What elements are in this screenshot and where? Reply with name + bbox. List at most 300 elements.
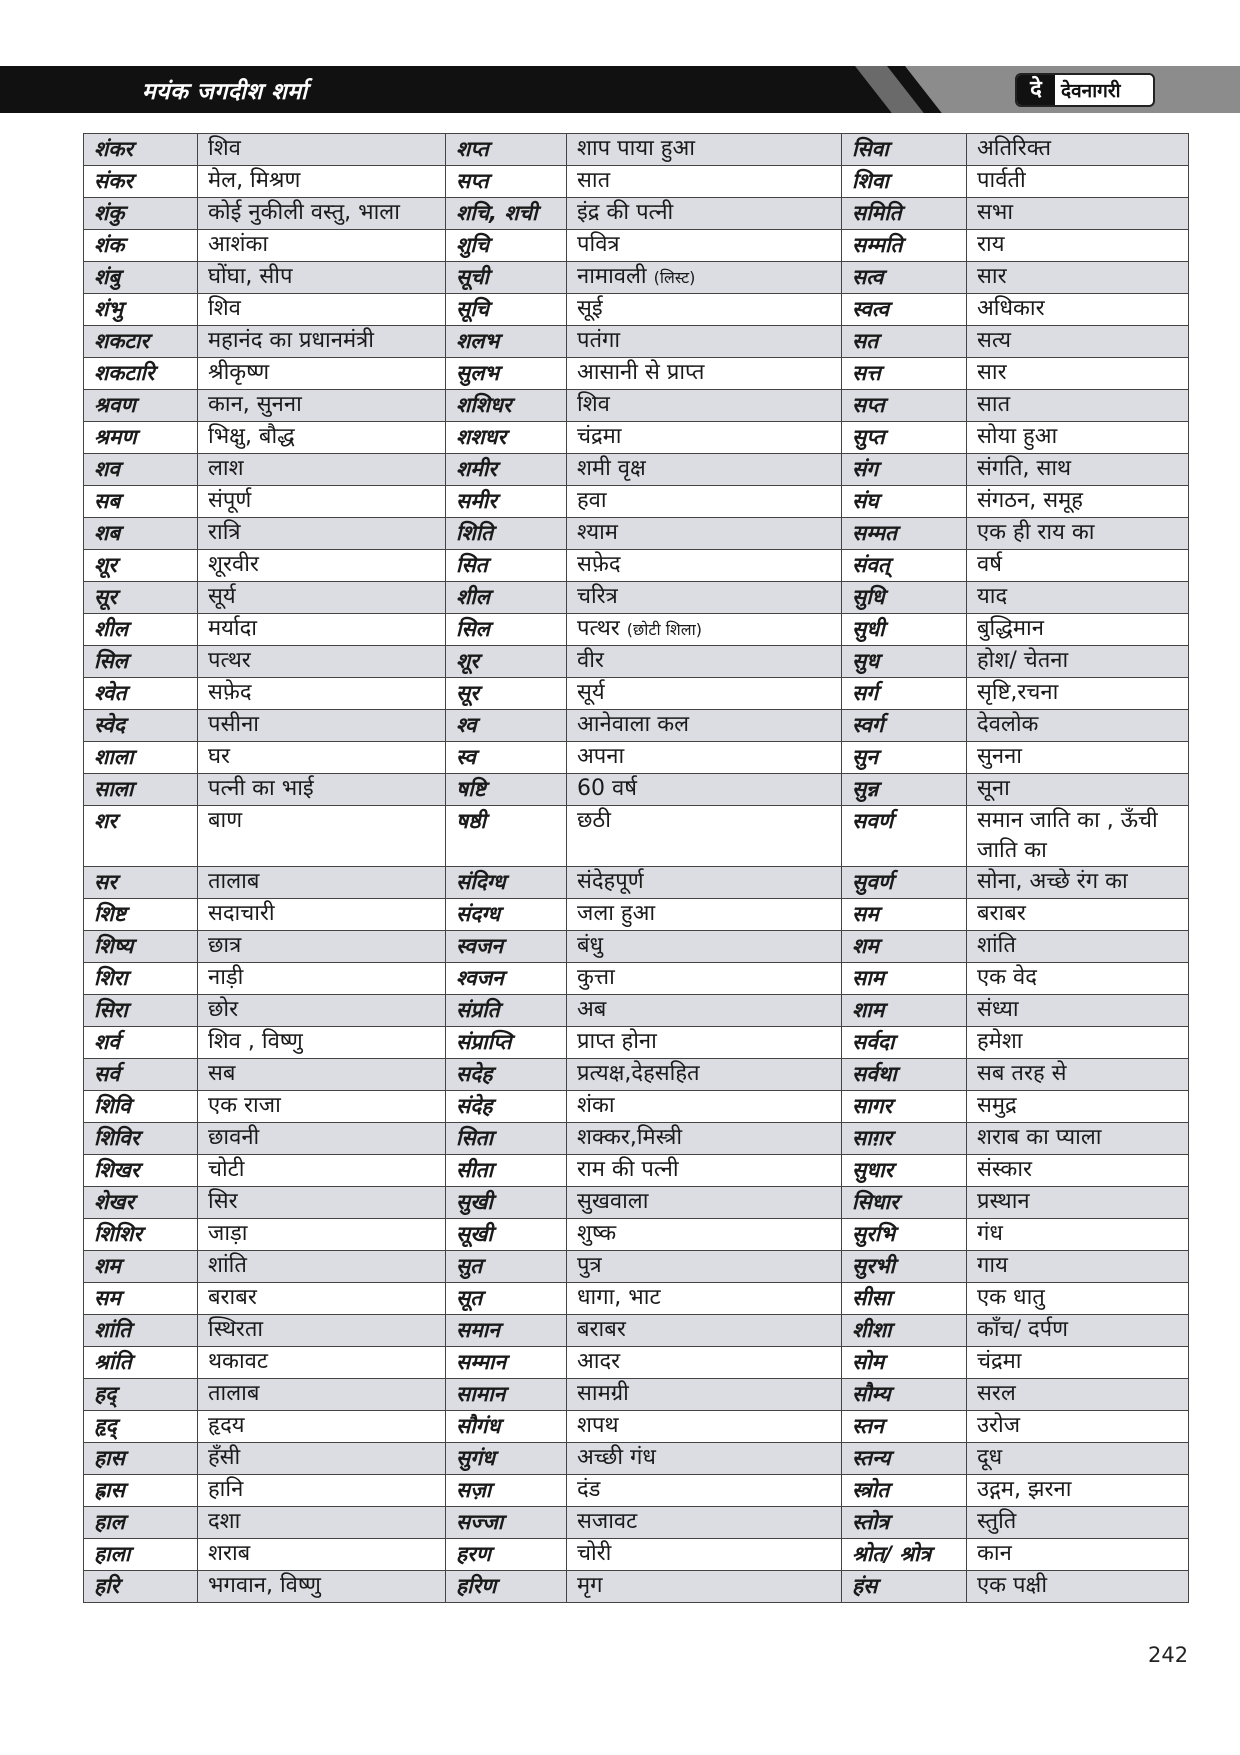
meaning-cell <box>567 358 842 390</box>
meaning-text: छोर <box>208 997 239 1022</box>
meaning-cell <box>198 1283 446 1315</box>
word-cell <box>84 1155 198 1187</box>
word-cell <box>446 1187 567 1219</box>
meaning-cell <box>567 774 842 806</box>
word-text: शब <box>94 521 121 545</box>
word-cell <box>446 995 567 1027</box>
meaning-text: गंध <box>977 1221 1003 1246</box>
word-cell <box>842 294 967 326</box>
meaning-cell <box>967 198 1189 230</box>
table-row <box>84 1123 1189 1155</box>
table-row <box>84 1475 1189 1507</box>
word-text: सम <box>852 902 879 926</box>
word-cell <box>84 963 198 995</box>
table-row <box>84 806 1189 867</box>
meaning-text: बंधु <box>577 933 604 958</box>
word-cell <box>842 550 967 582</box>
table-row <box>84 646 1189 678</box>
word-cell <box>842 1091 967 1123</box>
word-cell <box>446 1507 567 1539</box>
page-number: 242 <box>1148 1643 1189 1667</box>
word-text: शकटार <box>94 329 150 353</box>
word-cell <box>84 742 198 774</box>
word-cell <box>446 614 567 646</box>
meaning-text: स्थिरता <box>208 1317 264 1342</box>
meaning-text: छठी <box>577 808 611 833</box>
table-row <box>84 1251 1189 1283</box>
meaning-cell <box>967 550 1189 582</box>
meaning-cell <box>198 742 446 774</box>
meaning-cell <box>967 294 1189 326</box>
meaning-text: चोरी <box>577 1541 612 1566</box>
word-cell <box>842 678 967 710</box>
meaning-text: तालाब <box>208 869 260 894</box>
meaning-text: याद <box>977 584 1008 609</box>
meaning-text: सरल <box>977 1381 1016 1406</box>
meaning-cell <box>567 1155 842 1187</box>
meaning-text: हवा <box>577 488 607 513</box>
meaning-text: महानंद का प्रधानमंत्री <box>208 328 374 353</box>
word-text: सत्व <box>852 265 884 289</box>
meaning-text: सुखवाला <box>577 1189 649 1214</box>
meaning-cell <box>967 1315 1189 1347</box>
word-text: श्वेत <box>94 681 127 705</box>
word-cell <box>84 1507 198 1539</box>
word-cell <box>842 166 967 198</box>
meaning-cell <box>967 518 1189 550</box>
word-cell <box>84 931 198 963</box>
meaning-cell <box>567 454 842 486</box>
word-text: श्वजन <box>456 966 504 990</box>
meaning-text: स्तुति <box>977 1509 1017 1534</box>
table-row <box>84 1539 1189 1571</box>
word-text: हृद् <box>94 1414 117 1438</box>
meaning-cell <box>198 518 446 550</box>
table-row <box>84 1347 1189 1379</box>
meaning-text: धागा, भाट <box>577 1285 661 1310</box>
word-cell <box>446 1027 567 1059</box>
word-cell <box>84 1059 198 1091</box>
table-row <box>84 774 1189 806</box>
meaning-text: हृदय <box>208 1413 245 1438</box>
word-cell <box>84 1475 198 1507</box>
meaning-cell <box>198 678 446 710</box>
word-text: सौगंध <box>456 1414 501 1438</box>
meaning-text: सूर्य <box>577 680 605 705</box>
word-text: शील <box>456 585 490 609</box>
word-cell <box>446 1219 567 1251</box>
word-cell <box>84 1251 198 1283</box>
word-text: संप्रति <box>456 998 500 1022</box>
word-text: शिखर <box>94 1158 140 1182</box>
meaning-text: मर्यादा <box>208 616 257 641</box>
meaning-text: बुद्धिमान <box>977 616 1044 641</box>
meaning-cell <box>967 1443 1189 1475</box>
word-text: षष्टि <box>456 777 486 801</box>
meaning-cell <box>567 390 842 422</box>
word-cell <box>446 867 567 899</box>
word-cell <box>842 742 967 774</box>
meaning-text: सूई <box>577 296 603 321</box>
word-text: शशधर <box>456 425 507 449</box>
word-cell <box>84 582 198 614</box>
meaning-cell <box>198 1539 446 1571</box>
meaning-text: अतिरिक्त <box>977 136 1052 161</box>
meaning-text: काँच/ दर्पण <box>977 1317 1069 1342</box>
meaning-text: अपना <box>577 744 625 769</box>
meaning-cell <box>567 134 842 166</box>
meaning-text: चंद्रमा <box>577 424 622 449</box>
word-cell <box>84 486 198 518</box>
meaning-text: सुनना <box>977 744 1022 769</box>
meaning-text: प्रस्थान <box>977 1189 1030 1214</box>
word-cell <box>446 646 567 678</box>
meaning-cell <box>198 294 446 326</box>
word-text: सुरभि <box>852 1222 895 1246</box>
word-text: सुत <box>456 1254 483 1278</box>
meaning-text: एक ही राय का <box>977 520 1095 545</box>
meaning-text: देवलोक <box>977 712 1039 737</box>
word-text: श्रवण <box>94 393 136 417</box>
meaning-cell <box>967 134 1189 166</box>
meaning-cell <box>567 262 842 294</box>
word-text: संग <box>852 457 879 481</box>
word-text: सदेह <box>456 1062 493 1086</box>
meaning-cell <box>967 166 1189 198</box>
table-row <box>84 262 1189 294</box>
word-cell <box>84 1123 198 1155</box>
word-cell <box>446 931 567 963</box>
word-text: सुखी <box>456 1190 493 1214</box>
meaning-cell <box>967 422 1189 454</box>
word-text: शम <box>852 934 879 958</box>
word-cell <box>842 198 967 230</box>
meaning-text: कुत्ता <box>577 965 615 990</box>
word-text: हरण <box>456 1542 491 1566</box>
word-text: शिति <box>456 521 494 545</box>
meaning-cell <box>967 1411 1189 1443</box>
meaning-text: सभा <box>977 200 1014 225</box>
meaning-text: भिक्षु, बौद्ध <box>208 424 295 449</box>
meaning-cell <box>198 1027 446 1059</box>
meaning-text: शिव <box>577 392 610 417</box>
table-row <box>84 1091 1189 1123</box>
word-cell <box>842 1123 967 1155</box>
word-cell <box>446 1091 567 1123</box>
meaning-text: शिव <box>208 136 241 161</box>
word-cell <box>842 963 967 995</box>
word-cell <box>84 422 198 454</box>
word-text: शंकर <box>94 137 133 161</box>
table-row <box>84 390 1189 422</box>
meaning-cell <box>967 230 1189 262</box>
word-text: सिता <box>456 1126 494 1150</box>
word-text: सज़ा <box>456 1478 492 1502</box>
word-cell <box>84 1411 198 1443</box>
meaning-text: जला हुआ <box>577 901 656 926</box>
meaning-text: कान, सुनना <box>208 392 302 417</box>
meaning-cell <box>198 166 446 198</box>
meaning-cell <box>967 1059 1189 1091</box>
meaning-cell <box>567 198 842 230</box>
meaning-text: शांति <box>977 933 1016 958</box>
word-cell <box>84 1539 198 1571</box>
word-text: स्तन्य <box>852 1446 891 1470</box>
word-text: श्रमण <box>94 425 137 449</box>
word-cell <box>446 422 567 454</box>
word-text: सप्त <box>852 393 885 417</box>
word-text: हाला <box>94 1542 131 1566</box>
word-cell <box>842 867 967 899</box>
meaning-text: सोना, अच्छे रंग का <box>977 869 1128 894</box>
table-row <box>84 614 1189 646</box>
table-row <box>84 1443 1189 1475</box>
table-row <box>84 1219 1189 1251</box>
meaning-cell <box>967 1155 1189 1187</box>
word-text: सूर <box>94 585 117 609</box>
word-cell <box>84 1347 198 1379</box>
table-row <box>84 518 1189 550</box>
meaning-text: इंद्र की पत्नी <box>577 200 674 225</box>
meaning-text: दूध <box>977 1445 1003 1470</box>
meaning-cell <box>567 1091 842 1123</box>
meaning-text: राम की पत्नी <box>577 1157 679 1182</box>
meaning-text: सफ़ेद <box>208 680 252 705</box>
meaning-text: संध्या <box>977 997 1019 1022</box>
meaning-cell <box>967 1539 1189 1571</box>
meaning-cell <box>198 1187 446 1219</box>
meaning-text: आशंका <box>208 232 269 257</box>
table-row <box>84 995 1189 1027</box>
meaning-cell <box>967 390 1189 422</box>
word-text: शमीर <box>456 457 497 481</box>
word-cell <box>446 1251 567 1283</box>
meaning-text: छात्र <box>208 933 242 958</box>
table-row <box>84 1059 1189 1091</box>
word-text: सत <box>852 329 879 353</box>
word-text: सूर <box>456 681 479 705</box>
meaning-text: सात <box>977 392 1011 417</box>
meaning-cell <box>967 995 1189 1027</box>
word-cell <box>842 1315 967 1347</box>
word-cell <box>842 1443 967 1475</box>
word-text: शाम <box>852 998 885 1022</box>
meaning-cell <box>198 454 446 486</box>
word-text: सागर <box>852 1094 893 1118</box>
meaning-cell <box>567 867 842 899</box>
table-row <box>84 166 1189 198</box>
word-cell <box>446 899 567 931</box>
word-text: हंस <box>852 1574 878 1598</box>
word-cell <box>84 1187 198 1219</box>
meaning-cell <box>967 1507 1189 1539</box>
word-cell <box>842 326 967 358</box>
word-cell <box>84 1315 198 1347</box>
word-cell <box>842 1571 967 1603</box>
meaning-cell <box>567 1539 842 1571</box>
meaning-text: सब तरह से <box>977 1061 1067 1086</box>
word-cell <box>84 1283 198 1315</box>
meaning-cell <box>967 774 1189 806</box>
meaning-cell <box>567 1187 842 1219</box>
word-text: सब <box>94 489 121 513</box>
table-row <box>84 550 1189 582</box>
word-cell <box>84 262 198 294</box>
meaning-cell <box>567 1571 842 1603</box>
word-text: संदेह <box>456 1094 493 1118</box>
meaning-cell <box>967 1219 1189 1251</box>
word-cell <box>842 358 967 390</box>
word-cell <box>446 710 567 742</box>
meaning-cell <box>198 995 446 1027</box>
meaning-cell <box>198 422 446 454</box>
word-text: श्व <box>456 713 477 737</box>
meaning-cell <box>198 486 446 518</box>
word-text: सुवर्ण <box>852 870 894 894</box>
meaning-cell <box>198 550 446 582</box>
word-cell <box>842 1347 967 1379</box>
meaning-cell <box>967 742 1189 774</box>
meaning-cell <box>198 1443 446 1475</box>
word-text: सुगंध <box>456 1446 495 1470</box>
meaning-cell <box>567 1443 842 1475</box>
meaning-text: भगवान, विष्णु <box>208 1573 321 1598</box>
word-text: शिरा <box>94 966 128 990</box>
meaning-text: बराबर <box>208 1285 257 1310</box>
table-row <box>84 867 1189 899</box>
table-row <box>84 1507 1189 1539</box>
word-text: ह्रास <box>94 1478 125 1502</box>
word-cell <box>842 614 967 646</box>
word-cell <box>842 518 967 550</box>
meaning-cell <box>198 1411 446 1443</box>
meaning-cell <box>198 1379 446 1411</box>
meaning-cell <box>967 806 1189 867</box>
meaning-text: शमी वृक्ष <box>577 456 646 481</box>
word-cell <box>446 134 567 166</box>
meaning-text: सात <box>577 168 611 193</box>
meaning-cell <box>198 646 446 678</box>
word-text: सिवा <box>852 137 889 161</box>
meaning-cell <box>567 646 842 678</box>
meaning-text: पतंगा <box>577 328 621 353</box>
meaning-cell <box>967 1091 1189 1123</box>
word-text: हरि <box>94 1574 120 1598</box>
meaning-text: हानि <box>208 1477 244 1502</box>
word-text: सप्त <box>456 169 489 193</box>
meaning-text: तालाब <box>208 1381 260 1406</box>
meaning-text: प्राप्त होना <box>577 1029 657 1054</box>
meaning-cell <box>198 1347 446 1379</box>
meaning-cell <box>567 1347 842 1379</box>
word-cell <box>84 1443 198 1475</box>
word-text: सूची <box>456 265 489 289</box>
word-cell <box>842 486 967 518</box>
table-row <box>84 326 1189 358</box>
word-cell <box>842 806 967 867</box>
meaning-cell <box>967 1187 1189 1219</box>
meaning-text: कोई नुकीली वस्तु, भाला <box>208 200 400 225</box>
word-cell <box>446 1443 567 1475</box>
meaning-text: शंका <box>577 1093 615 1118</box>
logo-mark: दे <box>1017 75 1055 105</box>
word-cell <box>446 294 567 326</box>
word-text: सर्वदा <box>852 1030 895 1054</box>
meaning-text: बाण <box>208 808 243 833</box>
word-cell <box>84 230 198 262</box>
meaning-text: शांति <box>208 1253 247 1278</box>
word-cell <box>446 390 567 422</box>
table-body <box>84 134 1189 1603</box>
word-text: शलभ <box>456 329 500 353</box>
meaning-text: शराब <box>208 1541 251 1566</box>
meaning-cell <box>198 134 446 166</box>
word-cell <box>842 1219 967 1251</box>
meaning-cell <box>198 1571 446 1603</box>
word-text: सुध <box>852 649 880 673</box>
word-cell <box>842 230 967 262</box>
meaning-cell <box>198 931 446 963</box>
word-text: शंक <box>94 233 125 257</box>
meaning-cell <box>967 326 1189 358</box>
word-text: शर <box>94 809 117 833</box>
meaning-cell <box>967 646 1189 678</box>
word-text: शिविर <box>94 1126 140 1150</box>
table-row <box>84 1155 1189 1187</box>
meaning-cell <box>567 1251 842 1283</box>
word-text: स्वर्ग <box>852 713 884 737</box>
word-cell <box>446 963 567 995</box>
word-text: श्रांति <box>94 1350 132 1374</box>
meaning-text: छावनी <box>208 1125 260 1150</box>
word-cell <box>446 582 567 614</box>
meaning-text: आदर <box>577 1349 621 1374</box>
table-row <box>84 294 1189 326</box>
word-text: सूत <box>456 1286 483 1310</box>
meaning-cell <box>567 710 842 742</box>
word-text: समिति <box>852 201 902 225</box>
word-cell <box>446 1475 567 1507</box>
meaning-text: शुष्क <box>577 1221 617 1246</box>
word-cell <box>84 1027 198 1059</box>
meaning-cell <box>198 1091 446 1123</box>
word-cell <box>446 326 567 358</box>
word-cell <box>84 867 198 899</box>
word-text: संप्राप्ति <box>456 1030 512 1054</box>
word-cell <box>446 1315 567 1347</box>
word-cell <box>446 262 567 294</box>
word-cell <box>842 1283 967 1315</box>
meaning-cell <box>967 710 1189 742</box>
meaning-text: पार्वती <box>977 168 1026 193</box>
word-cell <box>446 198 567 230</box>
meaning-text: शराब का प्याला <box>977 1125 1102 1150</box>
meaning-text: कान <box>977 1541 1012 1566</box>
table-row <box>84 198 1189 230</box>
word-text: हरिण <box>456 1574 497 1598</box>
word-text: सम्मान <box>456 1350 507 1374</box>
word-cell <box>842 1475 967 1507</box>
word-cell <box>84 1571 198 1603</box>
word-text: साग़र <box>852 1126 893 1150</box>
meaning-cell <box>967 358 1189 390</box>
word-text: सुप्त <box>852 425 885 449</box>
meaning-text: उद्गम, झरना <box>977 1477 1072 1502</box>
word-cell <box>84 390 198 422</box>
word-text: साम <box>852 966 885 990</box>
meaning-text: पवित्र <box>577 232 620 257</box>
word-text: शिष्य <box>94 934 134 958</box>
